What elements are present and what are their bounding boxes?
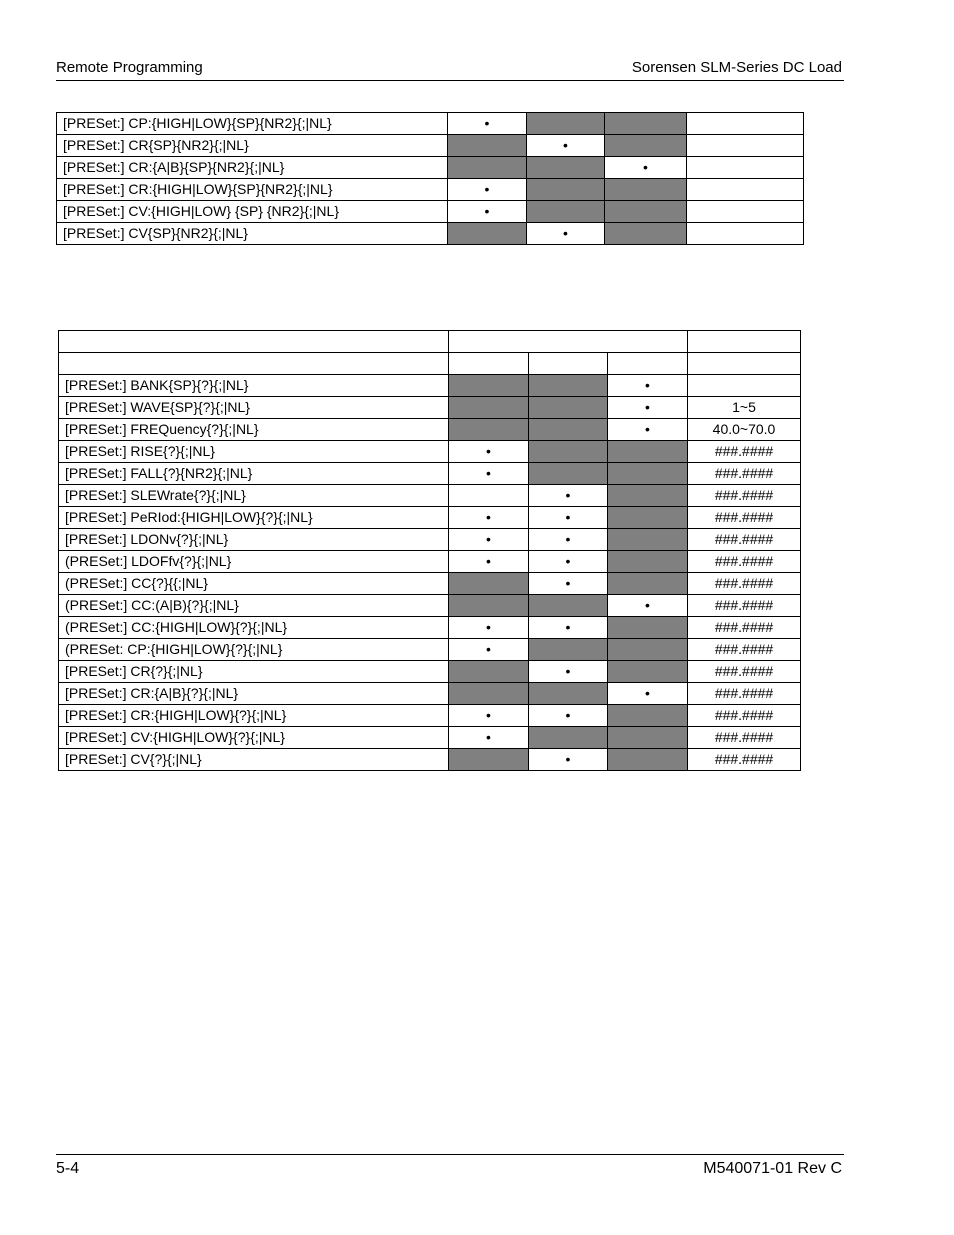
mode-cell [449,661,529,683]
range-cell: ###.#### [688,683,801,705]
mode-cell: • [449,727,529,749]
mode-cell [529,441,608,463]
command-cell: [PRESet:] CP:{HIGH|LOW}{SP}{NR2}{;|NL} [57,113,448,135]
mode-cell [608,441,688,463]
subheader-cell [449,353,529,375]
header-cell [688,331,801,353]
command-cell: (PRESet:] CC{?}{{;|NL} [59,573,449,595]
mode-cell [449,397,529,419]
command-cell: (PRESet: CP:{HIGH|LOW}{?}{;|NL} [59,639,449,661]
command-cell: [PRESet:] CR:{HIGH|LOW}{?}{;|NL} [59,705,449,727]
subheader-cell [608,353,688,375]
mode-cell: • [529,485,608,507]
mode-cell [529,419,608,441]
subheader-cell [688,353,801,375]
command-cell: [PRESet:] CR:{A|B}{SP}{NR2}{;|NL} [57,157,448,179]
table-subheader-row [59,353,801,375]
command-cell: [PRESet:] FALL{?}{NR2}{;|NL} [59,463,449,485]
mode-cell [608,573,688,595]
mode-cell [529,639,608,661]
range-cell: ###.#### [688,441,801,463]
mode-cell [608,639,688,661]
mode-cell [529,727,608,749]
command-cell: [PRESet:] CV:{HIGH|LOW} {SP} {NR2}{;|NL} [57,201,448,223]
mode-cell: • [449,529,529,551]
mode-cell [449,375,529,397]
table-row [57,135,804,157]
mode-cell: • [608,683,688,705]
command-table-query [58,330,801,771]
mode-cell: • [605,157,687,179]
range-cell: ###.#### [688,573,801,595]
mode-cell [605,113,687,135]
table-row [59,727,801,749]
table-row [59,551,801,573]
mode-cell [449,419,529,441]
table-row [59,529,801,551]
table-row [59,705,801,727]
page-header [56,58,844,81]
command-cell: [PRESet:] CV{SP}{NR2}{;|NL} [57,223,448,245]
range-cell: ###.#### [688,661,801,683]
mode-cell: • [529,705,608,727]
mode-cell: • [529,573,608,595]
mode-cell [449,485,529,507]
mode-cell: • [608,375,688,397]
range-cell: ###.#### [688,617,801,639]
table-row [59,463,801,485]
mode-cell [449,573,529,595]
mode-cell: • [449,705,529,727]
table-row [59,397,801,419]
table-row [57,201,804,223]
command-cell: [PRESet:] CR{SP}{NR2}{;|NL} [57,135,448,157]
mode-cell [608,507,688,529]
command-cell: [PRESet:] SLEWrate{?}{;|NL} [59,485,449,507]
table-row [59,683,801,705]
command-cell: [PRESet:] CV{?}{;|NL} [59,749,449,771]
mode-cell: • [527,135,605,157]
header-cell [59,331,449,353]
range-cell: ###.#### [688,551,801,573]
command-cell: [PRESet:] CR{?}{;|NL} [59,661,449,683]
table-row [59,639,801,661]
range-cell [687,179,804,201]
table-row [59,485,801,507]
table-row [57,223,804,245]
header-section-title: Remote Programming [56,59,203,76]
mode-cell [605,179,687,201]
mode-cell: • [529,529,608,551]
mode-cell [605,223,687,245]
page-footer [56,1154,844,1185]
mode-cell [608,529,688,551]
range-cell [687,201,804,223]
range-cell [687,113,804,135]
mode-cell [608,463,688,485]
header-cell [449,331,688,353]
command-cell: [PRESet:] CV:{HIGH|LOW}{?}{;|NL} [59,727,449,749]
range-cell: ###.#### [688,749,801,771]
mode-cell: • [448,201,527,223]
mode-cell: • [529,749,608,771]
command-cell: [PRESet:] LDONv{?}{;|NL} [59,529,449,551]
mode-cell [529,375,608,397]
mode-cell [448,223,527,245]
mode-cell [527,157,605,179]
mode-cell: • [449,639,529,661]
page-number: 5-4 [56,1160,80,1177]
table-row [57,113,804,135]
table-row [59,375,801,397]
range-cell: 1~5 [688,397,801,419]
range-cell: ###.#### [688,705,801,727]
mode-cell [529,595,608,617]
range-cell: ###.#### [688,595,801,617]
mode-cell: • [608,397,688,419]
table-row [57,179,804,201]
command-cell: [PRESet:] FREQuency{?}{;|NL} [59,419,449,441]
command-cell: [PRESet:] RISE{?}{;|NL} [59,441,449,463]
mode-cell: • [527,223,605,245]
mode-cell: • [529,617,608,639]
table-row [59,441,801,463]
range-cell: ###.#### [688,727,801,749]
table-row [59,661,801,683]
mode-cell: • [529,661,608,683]
table-row [59,617,801,639]
mode-cell [527,179,605,201]
command-cell: (PRESet:] CC:{HIGH|LOW}{?}{;|NL} [59,617,449,639]
command-cell: [PRESet:] BANK{SP}{?}{;|NL} [59,375,449,397]
command-cell: [PRESet:] PeRIod:{HIGH|LOW}{?}{;|NL} [59,507,449,529]
command-cell: [PRESet:] WAVE{SP}{?}{;|NL} [59,397,449,419]
table-row [57,157,804,179]
range-cell [687,157,804,179]
mode-cell: • [449,441,529,463]
subheader-cell [59,353,449,375]
mode-cell: • [449,617,529,639]
mode-cell [449,749,529,771]
mode-cell: • [449,463,529,485]
command-cell: (PRESet:] CC:(A|B){?}{;|NL} [59,595,449,617]
mode-cell [605,201,687,223]
range-cell: ###.#### [688,529,801,551]
range-cell [687,135,804,157]
table-row [59,507,801,529]
mode-cell [608,661,688,683]
mode-cell [529,397,608,419]
range-cell: ###.#### [688,507,801,529]
mode-cell [605,135,687,157]
mode-cell [608,749,688,771]
mode-cell [527,201,605,223]
command-cell: (PRESet:] LDOFfv{?}{;|NL} [59,551,449,573]
table-row [59,749,801,771]
mode-cell: • [529,551,608,573]
mode-cell: • [448,179,527,201]
mode-cell [449,683,529,705]
mode-cell [449,595,529,617]
header-manual-title: Sorensen SLM-Series DC Load [631,59,842,76]
mode-cell [608,705,688,727]
table-row [59,419,801,441]
range-cell: 40.0~70.0 [688,419,801,441]
table-row [59,595,801,617]
document-revision: M540071-01 Rev C [703,1160,842,1177]
table-row [59,573,801,595]
range-cell: ###.#### [688,485,801,507]
mode-cell: • [608,419,688,441]
mode-cell: • [608,595,688,617]
mode-cell [608,727,688,749]
mode-cell: • [529,507,608,529]
command-cell: [PRESet:] CR:{HIGH|LOW}{SP}{NR2}{;|NL} [57,179,448,201]
mode-cell: • [449,507,529,529]
mode-cell [608,485,688,507]
range-cell: ###.#### [688,463,801,485]
mode-cell [448,157,527,179]
mode-cell [608,551,688,573]
table-header-row [59,331,801,353]
mode-cell [448,135,527,157]
mode-cell: • [448,113,527,135]
mode-cell [529,463,608,485]
range-cell [687,223,804,245]
command-cell: [PRESet:] CR:{A|B}{?}{;|NL} [59,683,449,705]
range-cell [688,375,801,397]
command-table-set [56,112,804,245]
subheader-cell [529,353,608,375]
mode-cell [608,617,688,639]
mode-cell [527,113,605,135]
range-cell: ###.#### [688,639,801,661]
mode-cell: • [449,551,529,573]
mode-cell [529,683,608,705]
